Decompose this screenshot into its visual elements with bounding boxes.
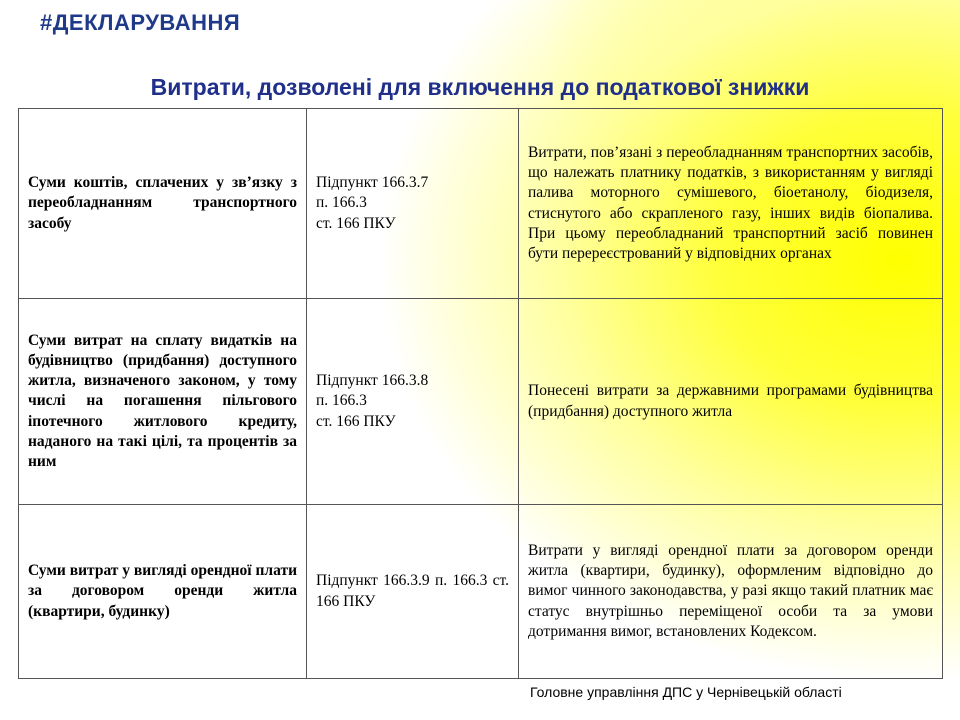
expense-cell: Суми витрат на сплату видатків на будівництво (придбання) доступного житла, визначеного законом, у тому числі на погашення пільгового іпотечного житлового кредиту, наданого на такі цілі, та процентів за ним <box>19 299 307 505</box>
expense-cell: Суми витрат у вигляді орендної плати за договором оренди житла (квартири, будинку) <box>19 505 307 679</box>
description-cell: Витрати у вигляді орендної плати за договором оренди житла (квартири, будинку), оформленим відповідно до вимог чинного законодавства, у разі якщо такий платник має статус внутрішньо переміщеної особи та за умови дотримання вимог, встановлених Кодексом. <box>519 505 943 679</box>
table-row <box>19 505 943 679</box>
table-row <box>19 109 943 299</box>
table-row <box>19 299 943 505</box>
reference-cell <box>307 299 519 505</box>
description-cell: Витрати, пов’язані з переобладнанням транспортних засобів, що належать платнику податків, з використанням у вигляді палива моторного сумішевого, біоетанолу, біодизеля, стиснутого або скрапленого газу, інших видів біопалива. При цьому переобладнаний транспортний засіб повинен бути перереєстрований у відповідних органах <box>519 109 943 299</box>
description-cell: Понесені витрати за державними програмами будівництва (придбання) доступного житла <box>519 299 943 505</box>
reference-line: ст. 166 ПКУ <box>316 214 396 232</box>
hashtag-heading: #ДЕКЛАРУВАННЯ <box>40 10 241 35</box>
reference-cell <box>307 109 519 299</box>
footer-organization: Головне управління ДПС у Чернівецькій області <box>530 684 842 700</box>
reference-cell <box>307 505 519 679</box>
expenses-table <box>18 108 943 679</box>
reference-line: Підпункт 166.3.9 п. 166.3 ст. 166 ПКУ <box>316 572 509 610</box>
reference-line: п. 166.3 <box>316 194 367 212</box>
reference-line: Підпункт 166.3.8 <box>316 372 429 390</box>
reference-line: ст. 166 ПКУ <box>316 412 396 430</box>
page-title: Витрати, дозволені для включення до податкової знижки <box>150 74 810 100</box>
expense-cell: Суми коштів, сплачених у зв’язку з переобладнанням транспортного засобу <box>19 109 307 299</box>
reference-line: п. 166.3 <box>316 392 367 410</box>
reference-line: Підпункт 166.3.7 <box>316 174 429 192</box>
